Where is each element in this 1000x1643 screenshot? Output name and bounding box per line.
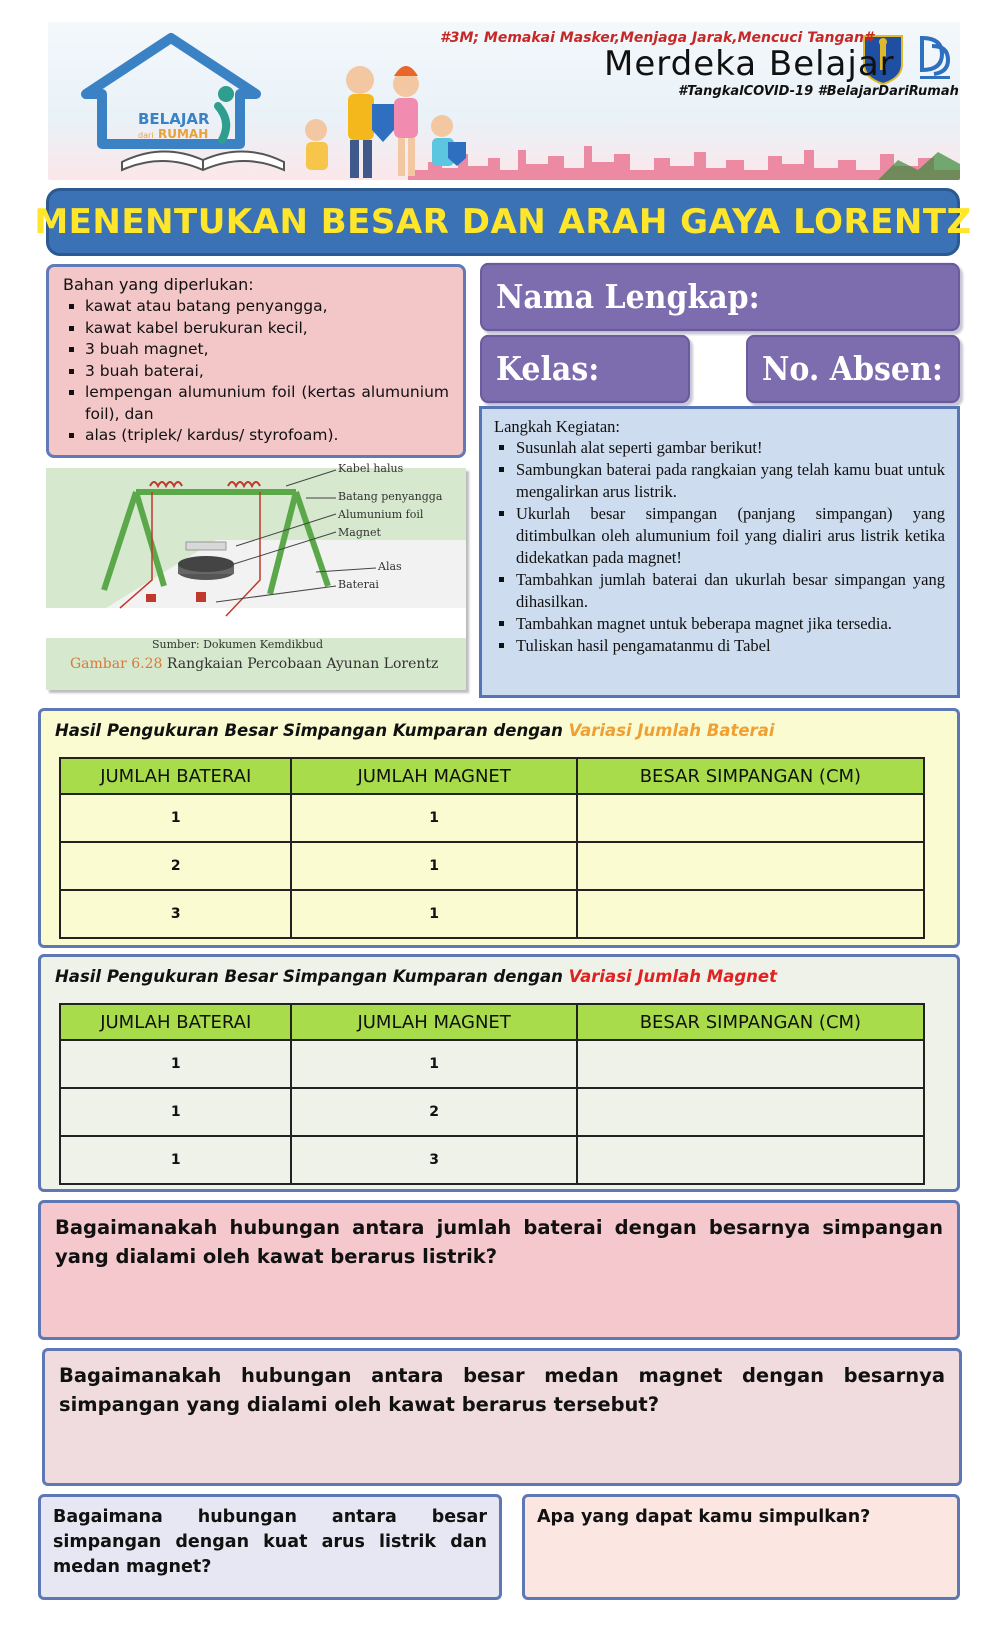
attendance-number-field[interactable]: No. Absen:	[746, 335, 960, 403]
figure-label: Baterai	[338, 578, 379, 591]
city-skyline-illustration	[408, 140, 960, 180]
steps-heading: Langkah Kegiatan:	[494, 417, 620, 436]
materials-box	[46, 264, 466, 458]
battery-variation-table	[59, 757, 925, 939]
table-row	[60, 1088, 924, 1136]
table-row	[60, 1136, 924, 1184]
table-title-text: Hasil Pengukuran Besar Simpangan Kumparan dengan	[55, 721, 563, 740]
list-item: ▪ kawat kabel berukuran kecil,	[85, 318, 449, 340]
table-title	[55, 967, 777, 986]
page-title-box	[34, 188, 972, 256]
list-item: ▪ 3 buah magnet,	[85, 339, 449, 361]
table-row	[60, 794, 924, 842]
figure-label: Alumunium foil	[338, 508, 424, 521]
question-conclusion[interactable]: Apa yang dapat kamu simpulkan?	[522, 1494, 960, 1600]
header-tagline: #3M; Memakai Masker,Menjaga Jarak,Mencuci Tangan#	[440, 30, 874, 46]
table-cell: 3	[291, 1136, 576, 1184]
column-header: JUMLAH MAGNET	[291, 758, 576, 794]
table-cell: 2	[291, 1088, 576, 1136]
battery-variation-table-box	[38, 708, 960, 948]
list-item: ▪ Tuliskan hasil pengamatanmu di Tabel	[516, 635, 945, 657]
program-name: Merdeka Belajar	[604, 44, 895, 84]
table-cell: 1	[291, 842, 576, 890]
figure-label: Batang penyangga	[338, 490, 443, 503]
figure-source: Sumber: Dokumen Kemdikbud	[152, 638, 324, 651]
table-cell-input[interactable]	[577, 842, 924, 890]
magnet-variation-table	[59, 1003, 925, 1185]
experiment-figure	[46, 462, 466, 690]
table-cell: 1	[291, 890, 576, 938]
list-item: ▪ Tambahkan magnet untuk beberapa magnet jika tersedia.	[516, 613, 945, 635]
table-row	[60, 842, 924, 890]
figure-caption-text: Rangkaian Percobaan Ayunan Lorentz	[166, 656, 439, 672]
table-header-row	[60, 1004, 924, 1040]
page-title: MENENTUKAN BESAR DAN ARAH GAYA LORENTZ	[34, 202, 972, 242]
figure-label: Magnet	[338, 526, 381, 539]
column-header: BESAR SIMPANGAN (CM)	[577, 758, 924, 794]
figure-number: Gambar 6.28	[70, 656, 163, 672]
open-book-illustration	[118, 122, 288, 174]
question-current-relation[interactable]: Bagaimana hubungan antara besar simpangan dengan kuat arus listrik dan medan magnet?	[38, 1494, 502, 1600]
header-hashtags: #TangkalCOVID-19 #BelajarDariRumah	[678, 84, 959, 99]
figure-label: Kabel halus	[338, 462, 404, 475]
class-field[interactable]: Kelas:	[480, 335, 690, 403]
table-cell: 1	[291, 1040, 576, 1088]
table-row	[60, 890, 924, 938]
table-variation-label: Variasi Jumlah Baterai	[568, 721, 775, 740]
column-header: JUMLAH MAGNET	[291, 1004, 576, 1040]
column-header: BESAR SIMPANGAN (CM)	[577, 1004, 924, 1040]
svg-text:dari: dari	[138, 131, 154, 140]
table-cell-input[interactable]	[577, 1136, 924, 1184]
table-header-row	[60, 758, 924, 794]
list-item: ▪ Sambungkan baterai pada rangkaian yang telah kamu buat untuk mengalirkan arus listrik.	[516, 459, 945, 503]
list-item: ▪ Tambahkan jumlah baterai dan ukurlah besar simpangan yang dihasilkan.	[516, 569, 945, 613]
materials-list	[63, 296, 449, 447]
column-header: JUMLAH BATERAI	[60, 1004, 291, 1040]
table-cell-input[interactable]	[577, 890, 924, 938]
steps-box	[479, 406, 960, 698]
steps-list	[494, 437, 945, 657]
list-item: ▪ Ukurlah besar simpangan (panjang simpangan) yang ditimbulkan oleh alumunium foil yang dialiri arus listrik ketika didekatkan pada magnet!	[516, 503, 945, 569]
table-cell: 3	[60, 890, 291, 938]
figure-caption	[70, 656, 438, 672]
svg-text:RUMAH: RUMAH	[158, 127, 209, 141]
question-battery-relation[interactable]: Bagaimanakah hubungan antara jumlah baterai dengan besarnya simpangan yang dialami oleh kawat berarus listrik?	[38, 1200, 960, 1340]
table-cell-input[interactable]	[577, 794, 924, 842]
magnet-variation-table-box	[38, 954, 960, 1192]
table-cell: 1	[60, 1040, 291, 1088]
svg-text:BELAJAR: BELAJAR	[138, 110, 210, 128]
table-title-text: Hasil Pengukuran Besar Simpangan Kumparan dengan	[55, 967, 563, 986]
family-illustration	[276, 50, 476, 180]
list-item: ▪ 3 buah baterai,	[85, 361, 449, 383]
table-row	[60, 1040, 924, 1088]
table-variation-label: Variasi Jumlah Magnet	[568, 967, 777, 986]
table-cell: 1	[60, 1088, 291, 1136]
table-cell-input[interactable]	[577, 1088, 924, 1136]
table-cell: 1	[60, 794, 291, 842]
header-banner	[48, 22, 960, 180]
list-item: ▪ alas (triplek/ kardus/ styrofoam).	[85, 425, 449, 447]
list-item: ▪ lempengan alumunium foil (kertas alumunium foil), dan	[85, 382, 449, 425]
list-item: ▪ Susunlah alat seperti gambar berikut!	[516, 437, 945, 459]
materials-heading: Bahan yang diperlukan:	[63, 275, 254, 294]
table-cell-input[interactable]	[577, 1040, 924, 1088]
figure-label: Alas	[378, 560, 402, 573]
question-magnet-relation[interactable]: Bagaimanakah hubungan antara besar medan magnet dengan besarnya simpangan yang dialami oleh kawat berarus tersebut?	[42, 1348, 962, 1486]
full-name-field[interactable]: Nama Lengkap:	[480, 263, 960, 331]
table-cell: 1	[291, 794, 576, 842]
dinas-pendidikan-logo-icon	[914, 32, 956, 84]
table-cell: 2	[60, 842, 291, 890]
table-cell: 1	[60, 1136, 291, 1184]
column-header: JUMLAH BATERAI	[60, 758, 291, 794]
table-title	[55, 721, 775, 740]
list-item: ▪ kawat atau batang penyangga,	[85, 296, 449, 318]
